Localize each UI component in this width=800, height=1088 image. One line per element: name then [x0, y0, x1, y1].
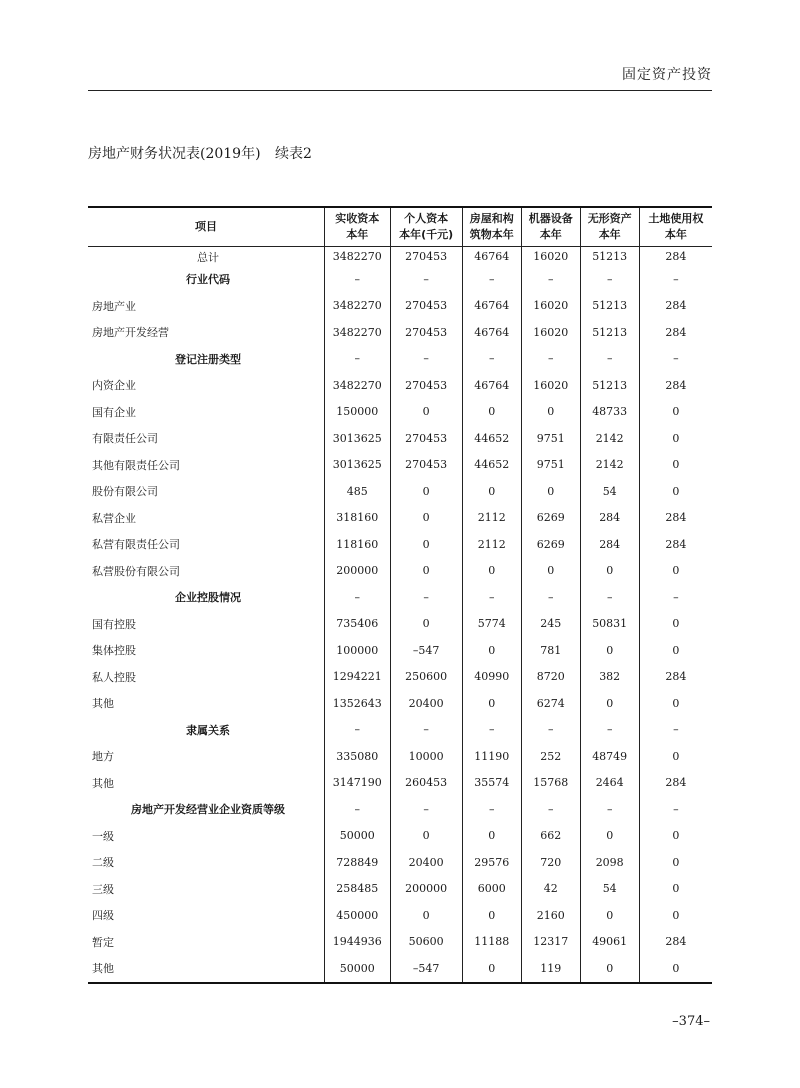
- table-cell: 485: [325, 478, 391, 505]
- row-label: 有限责任公司: [92, 432, 158, 446]
- row-label: 四级: [92, 909, 114, 923]
- table-cell: 450000: [325, 902, 391, 929]
- table-cell: 735406: [325, 611, 391, 638]
- column-header-line1: 土地使用权: [648, 212, 704, 225]
- row-label: 其他有限责任公司: [92, 458, 180, 472]
- table-cell: 42: [521, 876, 580, 903]
- table-cell: 2112: [462, 531, 521, 558]
- table-cell: –: [325, 796, 391, 823]
- table-cell: 270453: [390, 247, 462, 267]
- column-header-line1: 房屋和构: [469, 212, 514, 225]
- header-rule: [88, 90, 712, 91]
- table-cell: –: [639, 266, 712, 293]
- column-header-item: [88, 207, 325, 247]
- table-cell: 3147190: [325, 770, 391, 797]
- table-cell: 51213: [580, 319, 639, 346]
- row-label: 集体控股: [92, 644, 136, 658]
- table-title-text: 房地产财务状况表(2019年): [88, 146, 261, 162]
- table-cell: 318160: [325, 505, 391, 532]
- table-row: [88, 531, 712, 558]
- table-section-row: [88, 717, 712, 744]
- table-cell: 0: [390, 505, 462, 532]
- row-label: 股份有限公司: [92, 485, 158, 499]
- table-cell: 284: [639, 505, 712, 532]
- table-cell: 335080: [325, 743, 391, 770]
- table-cell: 0: [639, 876, 712, 903]
- table-cell: 0: [390, 478, 462, 505]
- column-header-line2: 本年: [664, 228, 687, 241]
- table-cell: 0: [580, 955, 639, 983]
- table-cell: 46764: [462, 247, 521, 267]
- table-row: [88, 637, 712, 664]
- table-cell: 0: [390, 902, 462, 929]
- table-row: [88, 372, 712, 399]
- table-continuation: 续表2: [275, 146, 312, 162]
- table-cell: 44652: [462, 452, 521, 479]
- table-cell: 46764: [462, 319, 521, 346]
- table-cell: –: [521, 717, 580, 744]
- table-cell: 0: [462, 399, 521, 426]
- table-cell: 11190: [462, 743, 521, 770]
- table-cell: 0: [639, 902, 712, 929]
- data-table: [88, 206, 712, 984]
- table-cell: 0: [462, 823, 521, 850]
- table-cell: 20400: [390, 690, 462, 717]
- row-label: 房地产开发经营: [92, 326, 169, 340]
- table-cell: 270453: [390, 293, 462, 320]
- table-row: [88, 558, 712, 585]
- table-cell: 781: [521, 637, 580, 664]
- table-cell: 3013625: [325, 452, 391, 479]
- table-cell: 2160: [521, 902, 580, 929]
- table-cell: 258485: [325, 876, 391, 903]
- table-cell: 720: [521, 849, 580, 876]
- table-cell: 3482270: [325, 319, 391, 346]
- table-cell: 48733: [580, 399, 639, 426]
- table-cell: 0: [639, 823, 712, 850]
- table-cell: 284: [639, 531, 712, 558]
- table-cell: 50000: [325, 823, 391, 850]
- table-cell: 8720: [521, 664, 580, 691]
- table-cell: –: [462, 717, 521, 744]
- table-row: [88, 452, 712, 479]
- column-header: [521, 207, 580, 247]
- column-header: [325, 207, 391, 247]
- row-label: 国有企业: [92, 405, 136, 419]
- row-label: 行业代码: [186, 273, 230, 287]
- table-cell: 44652: [462, 425, 521, 452]
- table-cell: –547: [390, 955, 462, 983]
- table-cell: 9751: [521, 425, 580, 452]
- column-header: [390, 207, 462, 247]
- table-cell: 2142: [580, 452, 639, 479]
- table-cell: 0: [390, 611, 462, 638]
- row-label: 企业控股情况: [175, 591, 241, 605]
- row-label: 国有控股: [92, 617, 136, 631]
- table-cell: 270453: [390, 452, 462, 479]
- column-header-line1: 无形资产: [587, 212, 632, 225]
- table-cell: 1352643: [325, 690, 391, 717]
- table-cell: 0: [521, 558, 580, 585]
- table-header-row: [88, 207, 712, 247]
- table-cell: –: [580, 584, 639, 611]
- table-cell: –: [325, 584, 391, 611]
- table-cell: 270453: [390, 425, 462, 452]
- table-cell: 150000: [325, 399, 391, 426]
- table-cell: 0: [639, 849, 712, 876]
- table-cell: 46764: [462, 372, 521, 399]
- column-header-line2: 本年: [539, 228, 562, 241]
- table-cell: –: [462, 584, 521, 611]
- table-cell: –: [325, 717, 391, 744]
- table-cell: 119: [521, 955, 580, 983]
- table-cell: 0: [390, 823, 462, 850]
- column-header-line2: 筑物本年: [469, 228, 514, 241]
- table-row: [88, 425, 712, 452]
- row-label: 地方: [92, 750, 114, 764]
- column-header-line2: 本年: [598, 228, 621, 241]
- table-row: [88, 823, 712, 850]
- table-cell: –: [639, 346, 712, 373]
- table-cell: 382: [580, 664, 639, 691]
- table-cell: 6269: [521, 531, 580, 558]
- table-cell: 1944936: [325, 929, 391, 956]
- column-header: [580, 207, 639, 247]
- row-label: 其他: [92, 697, 114, 711]
- table-cell: 6274: [521, 690, 580, 717]
- table-cell: 0: [639, 611, 712, 638]
- table-cell: 50000: [325, 955, 391, 983]
- table-cell: 16020: [521, 247, 580, 267]
- table-cell: 0: [639, 637, 712, 664]
- table-row: [88, 664, 712, 691]
- table-cell: 0: [580, 690, 639, 717]
- table-section-row: [88, 346, 712, 373]
- table-row: [88, 770, 712, 797]
- table-cell: 662: [521, 823, 580, 850]
- table-cell: 100000: [325, 637, 391, 664]
- table-cell: –: [390, 584, 462, 611]
- table-cell: 245: [521, 611, 580, 638]
- table-cell: 0: [462, 902, 521, 929]
- table-cell: 118160: [325, 531, 391, 558]
- table-cell: 11188: [462, 929, 521, 956]
- table-row: [88, 399, 712, 426]
- row-label: 私营股份有限公司: [92, 564, 180, 578]
- table-cell: –: [325, 266, 391, 293]
- table-row: [88, 293, 712, 320]
- table-cell: –: [462, 266, 521, 293]
- row-label: 隶属关系: [186, 723, 230, 737]
- table-row: [88, 690, 712, 717]
- table-cell: 50831: [580, 611, 639, 638]
- table-section-row: [88, 796, 712, 823]
- table-cell: 0: [639, 478, 712, 505]
- table-row: [88, 849, 712, 876]
- table-cell: 284: [639, 770, 712, 797]
- table-cell: 54: [580, 478, 639, 505]
- table-cell: –: [580, 717, 639, 744]
- table-cell: 0: [639, 743, 712, 770]
- table-row: [88, 319, 712, 346]
- table-cell: 54: [580, 876, 639, 903]
- row-label: 其他: [88, 955, 325, 983]
- table-cell: 5774: [462, 611, 521, 638]
- table-cell: 46764: [462, 293, 521, 320]
- table-cell: 0: [580, 558, 639, 585]
- table-cell: 49061: [580, 929, 639, 956]
- table-cell: 16020: [521, 372, 580, 399]
- table-cell: 2464: [580, 770, 639, 797]
- running-header-title: 固定资产投资: [622, 67, 712, 83]
- table-cell: 0: [639, 690, 712, 717]
- table-cell: 284: [639, 664, 712, 691]
- table-cell: –: [639, 796, 712, 823]
- table-cell: 9751: [521, 452, 580, 479]
- table-cell: 29576: [462, 849, 521, 876]
- row-label: 二级: [92, 856, 114, 870]
- row-label: 内资企业: [92, 379, 136, 393]
- table-cell: 252: [521, 743, 580, 770]
- table-cell: –: [462, 796, 521, 823]
- row-label: 房地产开发经营业企业资质等级: [131, 803, 285, 817]
- table-row: [88, 743, 712, 770]
- table-cell: –: [521, 266, 580, 293]
- table-cell: 40990: [462, 664, 521, 691]
- column-header-line1: 项目: [195, 220, 217, 233]
- column-header-line2: 本年(千元): [399, 228, 454, 241]
- table-cell: 6269: [521, 505, 580, 532]
- table-row: [88, 955, 712, 983]
- table-cell: 16020: [521, 319, 580, 346]
- table-cell: 0: [521, 478, 580, 505]
- column-header-line1: 机器设备: [528, 212, 573, 225]
- table-cell: –: [580, 266, 639, 293]
- table-cell: –: [390, 266, 462, 293]
- table-cell: 0: [521, 399, 580, 426]
- row-label: 三级: [92, 882, 114, 896]
- table-cell: 3482270: [325, 372, 391, 399]
- table-cell: 2112: [462, 505, 521, 532]
- table-cell: –: [639, 584, 712, 611]
- table-cell: 3482270: [325, 247, 391, 267]
- table-cell: 16020: [521, 293, 580, 320]
- table-cell: 1294221: [325, 664, 391, 691]
- table-row: [88, 247, 712, 267]
- table-cell: 6000: [462, 876, 521, 903]
- table-cell: 0: [390, 558, 462, 585]
- table-cell: 260453: [390, 770, 462, 797]
- table-cell: 2098: [580, 849, 639, 876]
- column-header-line2: 本年: [346, 228, 369, 241]
- table-cell: 0: [580, 823, 639, 850]
- table-cell: 728849: [325, 849, 391, 876]
- column-header: [639, 207, 712, 247]
- row-label: 暂定: [92, 935, 114, 949]
- table-cell: 200000: [325, 558, 391, 585]
- table-cell: 0: [639, 399, 712, 426]
- table-cell: 0: [462, 637, 521, 664]
- table-cell: 0: [390, 399, 462, 426]
- table-cell: 2142: [580, 425, 639, 452]
- table-cell: 35574: [462, 770, 521, 797]
- table-cell: 0: [462, 478, 521, 505]
- row-label: 房地产业: [92, 299, 136, 313]
- table-cell: 51213: [580, 247, 639, 267]
- table-cell: 284: [580, 505, 639, 532]
- table-cell: –: [390, 796, 462, 823]
- column-header: [462, 207, 521, 247]
- table-cell: 284: [639, 247, 712, 267]
- table-cell: 50600: [390, 929, 462, 956]
- table-cell: 0: [639, 558, 712, 585]
- table-cell: –: [390, 717, 462, 744]
- table-cell: –: [462, 346, 521, 373]
- table-cell: 0: [639, 425, 712, 452]
- column-header-line1: 实收资本: [335, 212, 380, 225]
- table-title: [88, 143, 312, 163]
- table-cell: 0: [580, 902, 639, 929]
- table-cell: 0: [462, 558, 521, 585]
- table-section-row: [88, 266, 712, 293]
- table-cell: 15768: [521, 770, 580, 797]
- table-cell: –547: [390, 637, 462, 664]
- table-cell: 10000: [390, 743, 462, 770]
- table-cell: 270453: [390, 372, 462, 399]
- table-cell: 284: [580, 531, 639, 558]
- table-cell: –: [521, 584, 580, 611]
- table-cell: 3013625: [325, 425, 391, 452]
- table-cell: –: [580, 346, 639, 373]
- row-label: 私营企业: [92, 511, 136, 525]
- table-cell: 284: [639, 372, 712, 399]
- table-cell: 51213: [580, 372, 639, 399]
- table-cell: 3482270: [325, 293, 391, 320]
- table-row: [88, 876, 712, 903]
- table-cell: 20400: [390, 849, 462, 876]
- table-cell: –: [639, 717, 712, 744]
- table-cell: 250600: [390, 664, 462, 691]
- page-number: –374–: [672, 1014, 710, 1029]
- table-row: [88, 478, 712, 505]
- table-cell: 0: [462, 955, 521, 983]
- table-cell: 51213: [580, 293, 639, 320]
- table-body: [88, 247, 712, 983]
- row-label: 其他: [92, 776, 114, 790]
- row-label: 总计: [197, 250, 219, 264]
- row-label: 私人控股: [92, 670, 136, 684]
- table-cell: –: [521, 346, 580, 373]
- table-cell: 270453: [390, 319, 462, 346]
- table-row: [88, 611, 712, 638]
- table-cell: 200000: [390, 876, 462, 903]
- table-cell: 48749: [580, 743, 639, 770]
- table-cell: 284: [639, 319, 712, 346]
- table-cell: 0: [639, 955, 712, 983]
- table-cell: –: [521, 796, 580, 823]
- table-cell: –: [325, 346, 391, 373]
- row-label: 私营有限责任公司: [92, 538, 180, 552]
- table-cell: 0: [462, 690, 521, 717]
- table-cell: 12317: [521, 929, 580, 956]
- table-row: [88, 505, 712, 532]
- column-header-line1: 个人资本: [404, 212, 449, 225]
- table-row: [88, 929, 712, 956]
- table-row: [88, 902, 712, 929]
- table-cell: 284: [639, 293, 712, 320]
- table-cell: –: [390, 346, 462, 373]
- table-section-row: [88, 584, 712, 611]
- table-cell: 0: [639, 452, 712, 479]
- row-label: 一级: [92, 829, 114, 843]
- table-cell: 0: [390, 531, 462, 558]
- table-cell: 284: [639, 929, 712, 956]
- table-cell: –: [580, 796, 639, 823]
- row-label: 登记注册类型: [175, 352, 241, 366]
- table-cell: 0: [580, 637, 639, 664]
